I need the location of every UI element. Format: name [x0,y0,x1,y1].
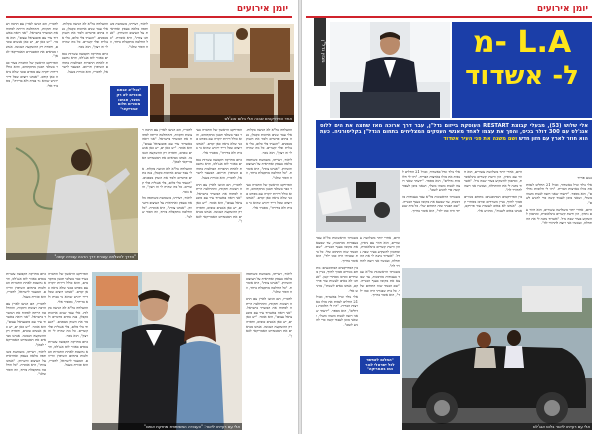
desk-photo [316,170,400,232]
paragraph: הפרויקט הראשון של החברה בעיר כבר בשלבי תכנון מתקדמים, והוא כולל דירות יוקרה עם מפרט טכני שלא נראה כאן קודם. "אנחנו רוצים שכל דייר ירגיש שהוא גר בבית ולא בדירה", מסביר אלי. [6,60,58,88]
paragraph: ליאור, רעייתו, משמשת כשותפה מלאה בעסק ואחראית על העיצוב והשיווק. "אנחנו צוות", היא אומרת. "כל החלטה מתקבלת ביחד, וזה הסוד שלנו". [142,196,192,219]
paragraph: בשנותיו הראשונות בל"א עבד בעבודות מזדמנות, עד שמצא את מקומו בענף הבנייה. "שם הבנתי שזה התחום שלי. כל בית שבניתי היה כמו ילד", הוא אומר בחיוך. [360,270,400,298]
paragraph: לדבריו, הם הגיעו לארץ עם הרבה רצונות ותקוות, וההחלטה הייתה לפתוח את המשרד בישראל. "אני רואה באשדוד עיר עם פוטנציאל עצום", הוא אומר. "יש כאן ים, יש כאן אנשים טובים, וחסרה רק ההשקעה הנכונה. אנחנו מביאים את הסטנדרט האמריקאי לכאן". [6,22,58,59]
paragraph: ליאור, רעייתו, משמשת כשותפה מלאה בעסק ואחראית על העיצוב והשיווק. "אנחנו צוות", היא אומרת. "כל החלטה מתקבלת ביחד, וזה הסוד שלנו". [246,157,292,180]
paragraph: כיום מחזיקה הקבוצה עשרות נכסים באזור לוס אנג'לס, והיא נחשבת לאחת החברות הבולטות בתחום השיפוץ והייזום. המעבר לישראל, לדבריו, הוא סגירת מעגל. [196,157,242,180]
text-column-right-e [360,236,400,354]
desk-illustration [316,170,400,232]
car-photo [402,268,592,430]
right-page-header [306,4,592,18]
paragraph: לדבריו, הם הגיעו לארץ עם הרבה רצונות ותקוות, וההחלטה הייתה לפתוח את המשרד בישראל. "אני רואה באשדוד עיר עם פוטנציאל עצום", הוא אומר. "יש כאן ים, יש כאן אנשים טובים, וחסרה רק ההשקעה הנכונה. אנחנו מביאים את הסטנדרט האמריקאי לכאן". [196,182,242,224]
paragraph: ליאור, רעייתו, משמשת כשותפה מלאה בעסק ואחראית על העיצוב והשיווק. "אנחנו צוות", היא אומרת. "כל החלטה מתקבלת ביחד, וזה הסוד שלנו". [6,349,46,377]
text-column-right-b [464,170,522,266]
left-page [0,0,298,434]
text-column-mid-c [246,128,292,268]
text-column-bottom-left-a [6,272,46,428]
paragraph: בשנותיו הראשונות בל"א עבד בעבודות מזדמנות, עד שמצא את מקומו בענף הבנייה. "שם הבנתי שזה התחום שלי. כל בית שבניתי היה כמו ילד", הוא אומר בחיוך. [316,236,358,263]
text-column-top-left-c [110,22,148,84]
right-header-rule [306,16,592,18]
couple-illustration [92,272,242,430]
kitchen-illustration [150,24,294,122]
byline: נטע פריד [577,176,592,180]
left-section-label: יומן אירועים [236,4,288,14]
lead-text: אלי שלוש (53), מבעלי קבוצת RESTART העוסקת בייזום נדל"ן, עבר דרך ארוכה מאז שחצה את הים ללוס אנג'לס עם 300 דולר בכיס, והפך את עצמו לאחד מאנשי העסקים המצליחים בתחום הנדל"ן בקליפורניה. כעת הוא חוזר לארץ עם חזון חדש [320,123,589,142]
paragraph: אלי נולד וגדל באשדוד, ובגיל 21 החליט לנסות את מזלו בארצות הברית. "היו לי חלומות גדולים", הוא מספר. "ידעתי שאני רוצה לבנות משהו משלי, ושאני מוכן לעבוד קשה כדי להגיע לשם". [402,170,460,193]
car-caption: אלי עם רעייתו ליאור בלוס אנג'לס [402,423,592,430]
couple-caption: אלי עם רעייתו ליאור: "העבודה המשותפת מחזקת אותנו" [92,423,242,430]
right-page [302,0,600,434]
section-tab: מגזין נדל"ן [314,16,326,86]
pull-quote-right: "החלום לאפשר לכל ישראלי לגור כמו באמריקה" [360,356,400,374]
right-section-label: יומן אירועים [536,4,588,14]
hero-illustration [330,22,450,118]
paragraph: הפרויקט הראשון של החברה בעיר כבר בשלבי תכנון מתקדמים, והוא כולל דירות יוקרה עם מפרט טכני שלא נראה כאן קודם. "אנחנו רוצים שכל דייר ירגיש שהוא גר בבית ולא בדירה", מסביר אלי. [48,272,88,304]
paragraph: ההצלחה בל"א לא הגיעה בקלות. אלי עבד שנים ארוכות כקבלן, בנה בתים פרטיים ולמד את השוק מבפנים. "הגעתי בלי כלום, בלי אנגלית ובלי קשרים. כל מה שהיה לי זה רצון", הוא נזכר. [246,128,292,155]
paragraph: אלי נולד וגדל באשדוד, ובגיל 21 החליט לנסות את מזלו בארצות הברית. "היו לי חלומות גדולים", הוא מספר. "ידעתי שאני רוצה לבנות משהו משלי, ושאני מוכן לעבוד קשה כדי להגיע לשם". [526,182,592,205]
left-header-rule [6,16,292,18]
paragraph: היום, אחרי יותר משלושה עשורים, הוא חוזר עם ניסיון, הון ורשת קשרים בינלאומית, ומתכוון להשקיע בעיר שבה גדל. "אשדוד נתנה לי את ההתחלה, ועכשיו אני רוצה להחזיר לה". [526,207,592,226]
lead-highlight: ושם משנה את פני העיר אשדוד [443,135,518,142]
paragraph: כיום מחזיקה הקבוצה עשרות נכסים באזור לוס אנג'לס, והיא נחשבת לאחת החברות הבולטות בתחום השיפוץ והייזום. המעבר לישראל, לדבריו, הוא סגירת מעגל. [48,340,88,368]
paragraph: הפרויקט הראשון של החברה בעיר כבר בשלבי תכנון מתקדמים, והוא כולל דירות יוקרה עם מפרט טכני שלא נראה כאן קודם. "אנחנו רוצים שכל דייר ירגיש שהוא גר בבית ולא בדירה", מסביר אלי. [196,128,242,155]
kitchen-caption: אחד הפרויקטים שבנה אלי בלוס אנג'לס [150,115,294,122]
article-title [452,22,592,118]
left-page-header [6,4,292,18]
pull-quote-left: "בנל"א אנחנו מוכרים לא רק מוצר, אנחנו מוכרים חלום אמריקאי" [110,86,148,116]
man-map-illustration [6,128,138,260]
man-map-photo [6,128,138,260]
paragraph: ההצלחה בל"א לא הגיעה בקלות. אלי עבד שנים ארוכות כקבלן, בנה בתים פרטיים ולמד את השוק מבפנים. "הגעתי בלי כלום, בלי אנגלית ובלי קשרים. כל מה שהיה לי זה רצון", הוא נזכר. [48,306,88,338]
lead-paragraph [316,120,592,168]
paragraph: ההצלחה בל"א לא הגיעה בקלות. אלי עבד שנים ארוכות כקבלן, בנה בתים פרטיים ולמד את השוק מבפנים. "הגעתי בלי כלום, בלי אנגלית ובלי קשרים. כל מה שהיה לי זה רצון", הוא נזכר. [62,22,108,49]
paragraph: כיום מחזיקה הקבוצה עשרות נכסים באזור לוס אנג'לס, והיא נחשבת לאחת החברות הבולטות בתחום השיפוץ והייזום. המעבר לישראל, לדבריו, הוא סגירת מעגל. [6,272,46,299]
man-map-caption: "הדרך להצלחה עוברת דרך הרבה עבודה קשה" [6,253,138,260]
text-column-right-c [526,176,592,264]
paragraph: בין הפרויקטים המתוכננים: מתחם מגורים סמוך לחוף, בניין משרדים ומרכז מסחרי קטן. "אנחנו לא באים לעשות עוד פרויקט, אנחנו באים לשנות", מדגיש אלי. [464,194,522,213]
couple-photo [92,272,242,430]
paragraph: הפרויקט הראשון של החברה בעיר כבר בשלבי תכנון מתקדמים, והוא כולל דירות יוקרה עם מפרט טכני שלא נראה כאן קודם. "אנחנו רוצים שכל דייר ירגיש שהוא גר בבית ולא בדירה", מסביר אלי. [246,182,292,210]
paragraph: ההצלחה בל"א לא הגיעה בקלות. אלי עבד שנים ארוכות כקבלן, בנה בתים פרטיים ולמד את השוק מבפנים. "הגעתי בלי כלום, בלי אנגלית ובלי קשרים. כל מה שהיה לי זה רצון", הוא נזכר. [142,166,192,194]
paragraph: בין הפרויקטים המתוכננים: מתחם מגורים סמוך לחוף, בניין משרדים ומרכז מסחרי קטן. "אנחנו לא באים לעשות עוד פרויקט, אנחנו באים לשנות", מדגיש אלי. [316,265,358,293]
paragraph: היום, אחרי יותר משלושה עשורים, הוא חוזר עם ניסיון, הון ורשת קשרים בינלאומית, ומתכוון להשקיע בעיר שבה גדל. "אשדוד נתנה לי את ההתחלה, ועכשיו אני רוצה להחזיר לה". [360,236,400,268]
text-column-mid-a [142,128,192,268]
title-line-2: ל- אשדוד [465,61,579,91]
paragraph: לדבריו, הם הגיעו לארץ עם הרבה רצונות ותקוות, וההחלטה הייתה לפתוח את המשרד בישראל. "אני רואה באשדוד עיר עם פוטנציאל עצום", הוא אומר. "יש כאן ים, יש כאן אנשים טובים, וחסרה רק ההשקעה הנכונה. אנחנו מביאים את הסטנדרט האמריקאי לכאן". [142,128,192,165]
paragraph: בשנותיו הראשונות בל"א עבד בעבודות מזדמנות, עד שמצא את מקומו בענף הבנייה. "שם הבנתי שזה התחום שלי. כל בית שבניתי היה כמו ילד", הוא אומר בחיוך. [402,194,460,213]
paragraph: היום, אחרי יותר משלושה עשורים, הוא חוזר עם ניסיון, הון ורשת קשרים בינלאומית, ומתכוון להשקיע בעיר שבה גדל. "אשדוד נתנה לי את ההתחלה, ועכשיו אני רוצה להחזיר לה". [464,170,522,193]
paragraph: ליאור, רעייתו, משמשת כשותפה מלאה בעסק ואחראית על העיצוב והשיווק. "אנחנו צוות", היא אומרת. "כל החלטה מתקבלת ביחד, וזה הסוד שלנו". [246,272,292,295]
title-line-1: מ- L.A [472,25,572,60]
text-column-top-left-b [62,22,108,124]
paragraph: ליאור, רעייתו, משמשת כשותפה מלאה בעסק ואחראית על העיצוב והשיווק. "אנחנו צוות", היא אומרת. "כל החלטה מתקבלת ביחד, וזה הסוד שלנו". [110,22,148,49]
paragraph: כיום מחזיקה הקבוצה עשרות נכסים באזור לוס אנג'לס, והיא נחשבת לאחת החברות הבולטות בתחום השיפוץ והייזום. המעבר לישראל, לדבריו, הוא סגירת מעגל. [62,51,108,74]
paragraph: לדבריו, הם הגיעו לארץ עם הרבה רצונות ותקוות, וההחלטה הייתה לפתוח את המשרד בישראל. "אני רואה באשדוד עיר עם פוטנציאל עצום", הוא אומר. "יש כאן ים, יש כאן אנשים טובים, וחסרה רק ההשקעה הנכונה. אנחנו מביאים את הסטנדרט האמריקאי לכאן". [246,296,292,338]
text-column-right-d [316,236,358,426]
text-column-right-a [402,170,460,266]
text-column-bottom-left-b [48,272,88,428]
paragraph: לדבריו, הם הגיעו לארץ עם הרבה רצונות ותקוות, וההחלטה הייתה לפתוח את המשרד בישראל. "אני רואה באשדוד עיר עם פוטנציאל עצום", הוא אומר. "יש כאן ים, יש כאן אנשים טובים, וחסרה רק ההשקעה הנכונה. אנחנו מביאים את הסטנדרט האמריקאי לכאן". [6,301,46,347]
kitchen-photo [150,24,294,122]
text-column-mid-b [196,128,242,268]
hero-photo [330,22,450,118]
text-column-top-left-a [6,22,58,124]
paragraph: אלי נולד וגדל באשדוד, ובגיל 21 החליט לנסות את מזלו בארצות הברית. "היו לי חלומות גדולים", הוא מספר. "ידעתי שאני רוצה לבנות משהו משלי, ושאני מוכן לעבוד קשה כדי להגיע לשם". [316,295,358,327]
car-illustration [402,268,592,430]
text-column-bottom-left-c [246,272,292,428]
